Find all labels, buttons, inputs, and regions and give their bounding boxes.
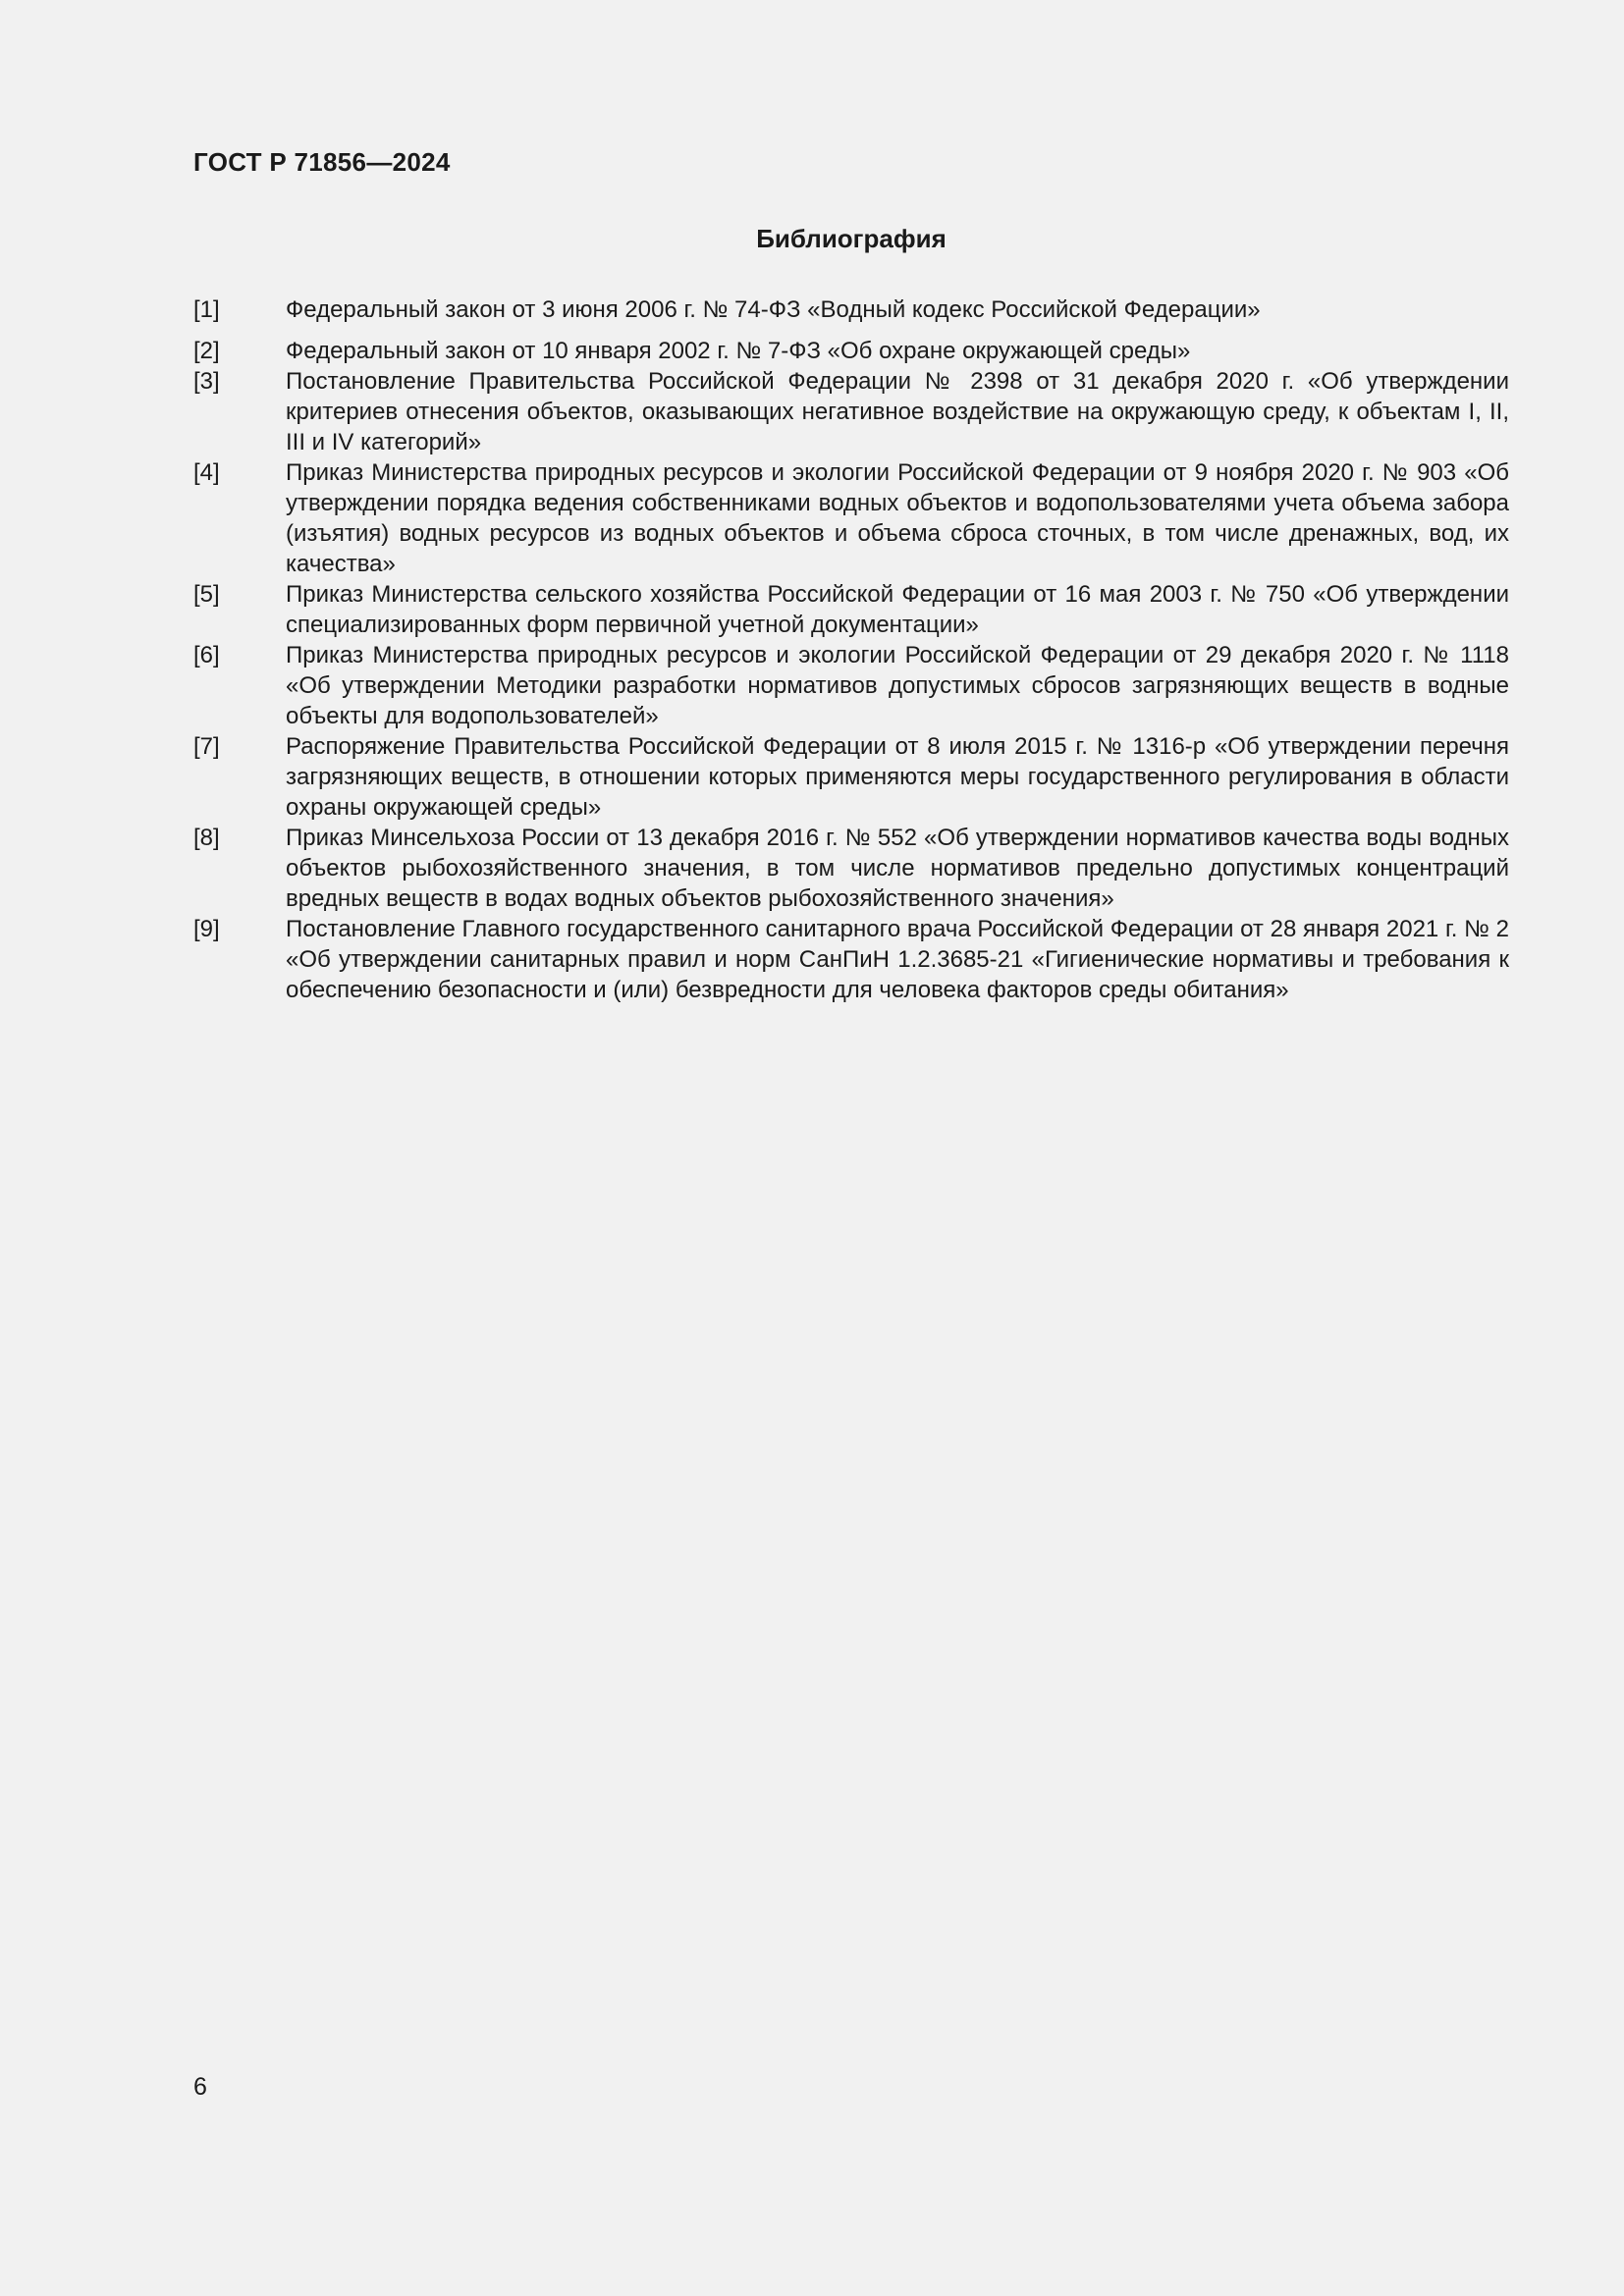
bibliography-item: [193, 914, 1509, 1005]
bibliography-item-text: Приказ Министерства сельского хозяйства Российской Федерации от 16 мая 2003 г. № 750 «Об утверждении специализированных форм первичной учетной документации»: [286, 581, 1509, 638]
bibliography-item-text: Приказ Минсельхоза России от 13 декабря 2016 г. № 552 «Об утверждении нормативов качества воды водных объектов рыбохозяйственного значения, в том числе нормативов предельно допустимых концентраций вредных веществ в водах водных объектов рыбохозяйственного значения»: [286, 825, 1509, 912]
bibliography-item: [193, 294, 1509, 325]
page-number: 6: [193, 2073, 207, 2101]
bibliography-item-number: [1]: [193, 296, 220, 323]
bibliography-item: [193, 640, 1509, 731]
bibliography-item-text: Федеральный закон от 3 июня 2006 г. № 74-ФЗ «Водный кодекс Российской Федерации»: [286, 296, 1261, 323]
bibliography-item-number: [8]: [193, 825, 220, 851]
bibliography-item-number: [6]: [193, 642, 220, 668]
bibliography-item: [193, 366, 1509, 457]
bibliography-item: [193, 457, 1509, 579]
bibliography-item: [193, 823, 1509, 914]
bibliography-item-text: Постановление Правительства Российской Федерации № 2398 от 31 декабря 2020 г. «Об утверждении критериев отнесения объектов, оказывающих негативное воздействие на окружающую среду, к объектам I, II, III и IV категорий»: [286, 368, 1509, 455]
bibliography-item-number: [5]: [193, 581, 220, 608]
bibliography-item-number: [2]: [193, 338, 220, 364]
bibliography-item-text: Постановление Главного государственного санитарного врача Российской Федерации от 28 января 2021 г. № 2 «Об утверждении санитарных правил и норм СанПиН 1.2.3685-21 «Гигиенические нормативы и требования к обеспечению безопасности и (или) безвредности для человека факторов среды обитания»: [286, 916, 1509, 1003]
bibliography-item-number: [7]: [193, 733, 220, 760]
document-code: ГОСТ Р 71856—2024: [193, 147, 451, 177]
bibliography-item-number: [9]: [193, 916, 220, 942]
bibliography-item: [193, 336, 1509, 366]
bibliography-item-text: Распоряжение Правительства Российской Федерации от 8 июля 2015 г. № 1316-р «Об утверждении перечня загрязняющих веществ, в отношении которых применяются меры государственного регулирования в области охраны окружающей среды»: [286, 733, 1509, 821]
bibliography-item: [193, 731, 1509, 823]
bibliography-item-number: [4]: [193, 459, 220, 486]
bibliography-item-text: Федеральный закон от 10 января 2002 г. № 7-ФЗ «Об охране окружающей среды»: [286, 338, 1191, 364]
bibliography-item-text: Приказ Министерства природных ресурсов и экологии Российской Федерации от 9 ноября 2020 г. № 903 «Об утверждении порядка ведения собственниками водных объектов и водопользователями учета объема забора (изъятия) водных ресурсов из водных объектов и объема сброса сточных, в том числе дренажных, вод, их качества»: [286, 459, 1509, 577]
section-title: Библиография: [756, 224, 947, 253]
bibliography-item-number: [3]: [193, 368, 220, 395]
bibliography-item: [193, 579, 1509, 640]
bibliography-list: [193, 294, 1509, 1005]
bibliography-item-text: Приказ Министерства природных ресурсов и экологии Российской Федерации от 29 декабря 2020 г. № 1118 «Об утверждении Методики разработки нормативов допустимых сбросов загрязняющих веществ в водные объекты для водопользователей»: [286, 642, 1509, 729]
